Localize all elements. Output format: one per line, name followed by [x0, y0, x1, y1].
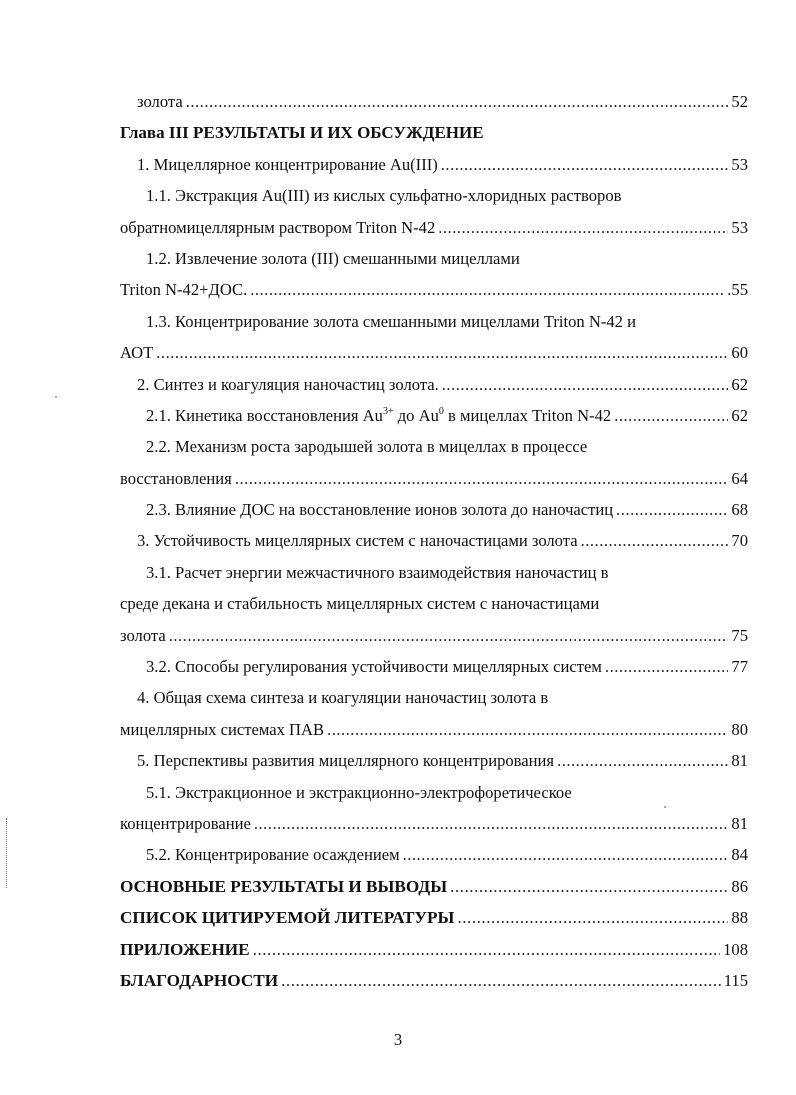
- toc-entry: концентрирование ..... 81: [120, 808, 748, 839]
- toc-entry: 5.1. Экстракционное и экстракционно-электрофоретическое: [146, 782, 572, 802]
- toc-page-number: 52: [731, 92, 748, 111]
- toc-page-number: 75: [731, 625, 748, 645]
- toc-page-number: 53: [731, 154, 748, 174]
- dot-leader: [327, 714, 728, 745]
- toc-entry: 3.1. Расчет энергии межчастичного взаимодействия наночастиц в: [146, 562, 609, 582]
- toc-entry: 1.2. Извлечение золота (III) смешанными мицеллами: [146, 248, 520, 268]
- toc-section-heading: ПРИЛОЖЕНИЕ ..... 108: [120, 934, 748, 965]
- toc-page-number: 88: [731, 908, 748, 928]
- dot-leader: [403, 839, 729, 870]
- dot-leader: [156, 337, 728, 368]
- toc-page-number: 53: [731, 217, 748, 237]
- scan-artifact: [6, 818, 9, 888]
- toc-section-heading: СПИСОК ЦИТИРУЕМОЙ ЛИТЕРАТУРЫ ..... 88: [120, 902, 748, 933]
- toc-entry: Triton N-42+ДОС. ..... .55: [120, 274, 748, 305]
- toc-entry: 2.3. Влияние ДОС на восстановление ионов золота до наночастиц ..... 68: [120, 494, 748, 525]
- toc-page-number: 77: [731, 657, 748, 677]
- dot-leader: [457, 902, 728, 933]
- toc-entry: 1.3. Концентрирование золота смешанными мицеллами Triton N-42 и: [146, 311, 636, 331]
- toc-entry: 3.2. Способы регулирования устойчивости мицеллярных систем ..... 77: [120, 651, 748, 682]
- toc-page-number: 108: [723, 939, 748, 959]
- dot-leader: [186, 86, 729, 117]
- toc-entry: 2.1. Кинетика восстановления $Au^{3+}$ до Au$^0$ в мицеллах Triton N-42 ..... 62: [120, 400, 748, 431]
- dot-leader: [605, 651, 728, 682]
- toc-entry: 4. Общая схема синтеза и коагуляции наночастиц золота в: [137, 688, 549, 708]
- toc-page-number: 115: [723, 970, 748, 990]
- toc-entry: АОТ ..... 60: [120, 337, 748, 368]
- toc-entry: золота ..... 75: [120, 620, 748, 651]
- dot-leader: [254, 808, 729, 839]
- toc-page-number: 84: [731, 845, 748, 865]
- dot-leader: [557, 745, 728, 776]
- toc-entry: 5. Перспективы развития мицеллярного концентрирования ..... 81: [120, 745, 748, 776]
- toc-section-heading: БЛАГОДАРНОСТИ ..... 115: [120, 965, 748, 996]
- toc-entry: 2.2. Механизм роста зародышей золота в мицеллах в процессе: [146, 437, 588, 457]
- toc-page-number: 62: [731, 374, 748, 394]
- page-number: 3: [393, 1030, 403, 1049]
- dot-leader: [442, 369, 729, 400]
- toc-page-number: 60: [731, 343, 748, 363]
- toc-section-heading: ОСНОВНЫЕ РЕЗУЛЬТАТЫ И ВЫВОДЫ ..... 86: [120, 871, 748, 902]
- toc-entry: 1. Мицеллярное концентрирование Au(III) ..... 53: [120, 149, 748, 180]
- toc-entry: восстановления ..... 64: [120, 463, 748, 494]
- dot-leader: [253, 934, 720, 965]
- dot-leader: [450, 871, 728, 902]
- toc-page-number: 86: [731, 876, 748, 896]
- toc-page-number: 81: [731, 751, 748, 771]
- toc-entry: среде декана и стабильность мицеллярных систем с наночастицами: [120, 594, 600, 614]
- toc-page-number: 81: [731, 813, 748, 833]
- toc-page-number: 68: [731, 500, 748, 520]
- dot-leader: [438, 212, 728, 243]
- toc-entry: мицеллярных системах ПАВ ..... 80: [120, 714, 748, 745]
- dot-leader: [441, 149, 729, 180]
- toc-entry: обратномицеллярным раствором Triton N-42 ..... 53: [120, 212, 748, 243]
- scan-speck: [664, 806, 666, 808]
- dot-leader: [281, 965, 721, 996]
- dot-leader: [235, 463, 729, 494]
- toc-entry: 3. Устойчивость мицеллярных систем с наночастицами золота ..... 70: [120, 525, 748, 556]
- toc-page-number: 62: [731, 405, 748, 425]
- toc-page-number: .55: [727, 280, 748, 300]
- table-of-contents: [120, 86, 748, 996]
- dot-leader: [169, 620, 729, 651]
- toc-page-number: 70: [731, 531, 748, 551]
- dot-leader: [581, 525, 729, 556]
- chapter-heading: Глава III РЕЗУЛЬТАТЫ И ИХ ОБСУЖДЕНИЕ: [120, 123, 484, 143]
- toc-page-number: 80: [731, 719, 748, 739]
- toc-entry: золота ..... 52: [120, 86, 748, 117]
- dot-leader: [250, 274, 724, 305]
- dot-leader: [616, 494, 728, 525]
- toc-page-number: 64: [731, 468, 748, 488]
- dot-leader: [614, 400, 728, 431]
- scan-speck: [55, 396, 57, 398]
- toc-entry: 2. Синтез и коагуляция наночастиц золота. ..... 62: [120, 369, 748, 400]
- toc-entry: 5.2. Концентрирование осаждением ..... 84: [120, 839, 748, 870]
- toc-entry: 1.1. Экстракция Au(III) из кислых сульфатно-хлоридных растворов: [146, 186, 622, 206]
